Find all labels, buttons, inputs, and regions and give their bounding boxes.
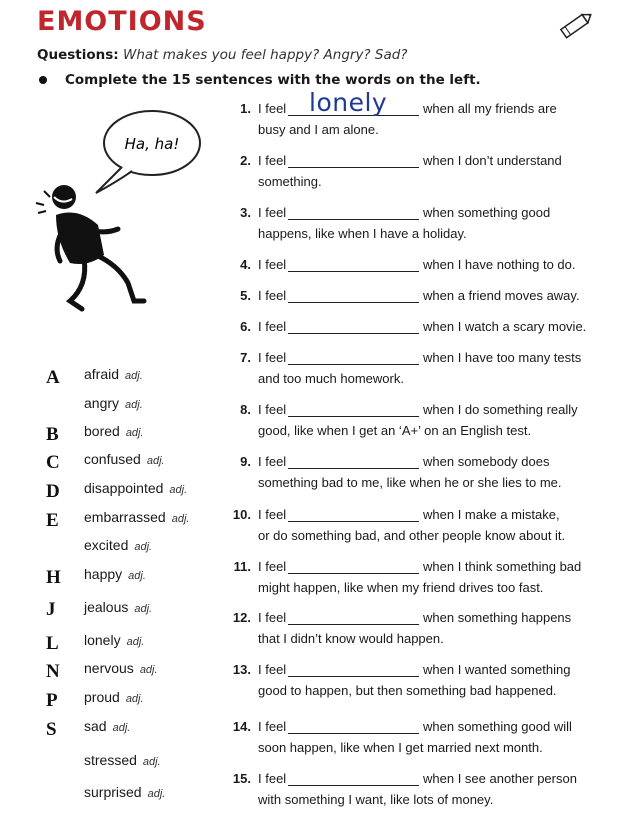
sentence-start: I feel — [258, 153, 287, 168]
word-bank-word: excited — [84, 537, 129, 553]
word-bank-item — [84, 752, 161, 768]
word-bank-pos: adj. — [126, 636, 145, 648]
sentence-number: 8. — [240, 402, 251, 417]
pencil-icon — [557, 10, 595, 40]
sentence-continuation: busy and I am alone. — [258, 122, 379, 137]
answer-blank[interactable] — [288, 219, 419, 220]
laughing-figure-illustration — [26, 105, 206, 325]
word-bank-pos: adj. — [134, 603, 153, 615]
sentence-number: 14. — [232, 719, 251, 734]
sentence-end: when all my friends are — [423, 101, 557, 116]
sentence-continuation: something. — [258, 174, 322, 189]
sentence-start: I feel — [258, 719, 287, 734]
sentence-end: when a friend moves away. — [423, 288, 580, 303]
word-bank-pos: adj. — [146, 455, 165, 467]
answer-blank[interactable] — [288, 521, 419, 522]
sentence-number: 1. — [240, 101, 251, 116]
word-bank-word: embarrassed — [84, 509, 166, 525]
sentence-end: when I wanted something — [423, 662, 571, 677]
word-bank-item — [84, 451, 165, 467]
word-bank-item — [84, 599, 152, 615]
instruction — [37, 72, 481, 88]
sentence-end: when something good will — [423, 719, 572, 734]
sentence-continuation: might happen, like when my friend drives too fast. — [258, 580, 544, 595]
sentence-start: I feel — [258, 101, 287, 116]
word-bank-item — [84, 423, 144, 439]
sentence-continuation: with something I want, like lots of money. — [258, 792, 494, 807]
answer-blank[interactable] — [288, 733, 419, 734]
answer-blank[interactable] — [288, 364, 419, 365]
sentence-continuation: or do something bad, and other people know about it. — [258, 528, 566, 543]
answer-blank[interactable] — [288, 573, 419, 574]
sentence-number: 15. — [232, 771, 251, 786]
sentence-number: 6. — [240, 319, 251, 334]
sentence-end: when I watch a scary movie. — [423, 319, 587, 334]
sentence-start: I feel — [258, 288, 287, 303]
sentence-start: I feel — [258, 257, 287, 272]
questions-label: Questions: — [37, 47, 119, 63]
questions-text: What makes you feel happy? Angry? Sad? — [122, 47, 408, 63]
answer-blank[interactable] — [288, 333, 419, 334]
word-bank-letter: N — [46, 661, 60, 682]
sentence-continuation: something bad to me, like when he or she lies to me. — [258, 475, 562, 490]
word-bank-word: happy — [84, 566, 123, 582]
word-bank-item — [84, 509, 189, 525]
sentence-end: when something good — [423, 205, 551, 220]
sentence-number: 13. — [232, 662, 251, 677]
sentence-number: 11. — [233, 559, 251, 574]
word-bank-word: disappointed — [84, 480, 164, 496]
sentence-continuation: soon happen, like when I get married next month. — [258, 740, 543, 755]
sentence-end: when I do something really — [423, 402, 578, 417]
sentence-start: I feel — [258, 662, 287, 677]
sentence-end: when something happens — [423, 610, 572, 625]
word-bank-item — [84, 366, 143, 382]
answer-blank[interactable] — [288, 468, 419, 469]
sentence-end: when I see another person — [423, 771, 577, 786]
sentence-number: 2. — [240, 153, 251, 168]
word-bank-pos: adj. — [169, 484, 188, 496]
sentence-start: I feel — [258, 205, 287, 220]
sentence-end: when I make a mistake, — [423, 507, 560, 522]
word-bank-item — [84, 537, 152, 553]
word-bank-word: stressed — [84, 752, 137, 768]
answer-blank[interactable] — [288, 624, 419, 625]
sentence-number: 12. — [232, 610, 251, 625]
sentence-continuation: and too much homework. — [258, 371, 404, 386]
word-bank-letter: C — [46, 452, 60, 473]
word-bank-pos: adj. — [139, 664, 158, 676]
word-bank-pos: adj. — [125, 693, 144, 705]
word-bank-word: bored — [84, 423, 120, 439]
sentence-start: I feel — [258, 350, 287, 365]
sentence-number: 7. — [240, 350, 251, 365]
word-bank-word: lonely — [84, 632, 121, 648]
sentence-end: when I have too many tests — [423, 350, 582, 365]
word-bank-word: nervous — [84, 660, 134, 676]
word-bank-word: proud — [84, 689, 120, 705]
sentence-start: I feel — [258, 559, 287, 574]
answer-blank[interactable] — [288, 785, 419, 786]
word-bank-word: sad — [84, 718, 107, 734]
word-bank-pos: adj. — [125, 399, 143, 411]
sentence-continuation: that I didn’t know would happen. — [258, 631, 444, 646]
word-bank-item — [84, 660, 158, 676]
answer-blank[interactable] — [288, 302, 419, 303]
bullet-icon — [39, 76, 47, 84]
sentence-continuation: good to happen, but then something bad happened. — [258, 683, 557, 698]
questions-line — [37, 47, 407, 63]
word-bank-word: confused — [84, 451, 141, 467]
instruction-text: Complete the 15 sentences with the words on the left. — [65, 72, 481, 88]
sentence-continuation: happens, like when I have a holiday. — [258, 226, 467, 241]
sentence-end: when I don’t understand — [423, 153, 562, 168]
word-bank-item — [84, 718, 130, 734]
word-bank-letter: H — [46, 567, 61, 588]
page-title: EMOTIONS — [37, 6, 207, 37]
sentence-end: when I think something bad — [423, 559, 582, 574]
sentence-start: I feel — [258, 319, 287, 334]
word-bank-word: afraid — [84, 366, 120, 382]
sentence-number: 3. — [240, 205, 251, 220]
word-bank-letter: S — [46, 719, 57, 740]
word-bank-letter: J — [46, 599, 56, 620]
speech-bubble-text: Ha, ha! — [124, 135, 180, 153]
sentence-start: I feel — [258, 610, 287, 625]
sentence-number: 5. — [240, 288, 251, 303]
word-bank-word: angry — [84, 395, 120, 411]
sentence-end: when I have nothing to do. — [423, 257, 576, 272]
sentence-start: I feel — [258, 771, 287, 786]
word-bank-letter: P — [46, 690, 58, 711]
word-bank-pos: adj. — [147, 788, 166, 800]
word-bank-pos: adj. — [125, 427, 144, 439]
word-bank-pos: adj. — [171, 513, 190, 525]
sentence-number: 10. — [232, 507, 251, 522]
sentence-number: 4. — [240, 257, 251, 272]
sentence-start: I feel — [258, 402, 287, 417]
word-bank-item — [84, 395, 143, 411]
word-bank-word: surprised — [84, 784, 142, 800]
answer-blank[interactable] — [288, 167, 419, 168]
answer-blank[interactable] — [288, 416, 419, 417]
word-bank-pos: adj. — [134, 541, 153, 553]
sentence-continuation: good, like when I get an ‘A+’ on an English test. — [258, 423, 532, 438]
word-bank-pos: adj. — [125, 370, 143, 382]
sentence-end: when somebody does — [423, 454, 550, 469]
word-bank-item — [84, 632, 144, 648]
word-bank-letter: A — [46, 367, 60, 388]
word-bank-letter: B — [46, 424, 59, 445]
sentence-number: 9. — [240, 454, 251, 469]
handwritten-answer: lonely — [309, 88, 388, 117]
word-bank-pos: adj. — [142, 756, 161, 768]
word-bank-letter: L — [46, 633, 59, 654]
word-bank-pos: adj. — [112, 722, 131, 734]
word-bank-item — [84, 480, 187, 496]
word-bank-letter: E — [46, 510, 59, 531]
word-bank-item — [84, 689, 144, 705]
word-bank-word: jealous — [84, 599, 129, 615]
answer-blank[interactable] — [288, 271, 419, 272]
sentence-start: I feel — [258, 454, 287, 469]
sentence-start: I feel — [258, 507, 287, 522]
word-bank-item — [84, 566, 146, 582]
answer-blank[interactable] — [288, 676, 419, 677]
word-bank-item — [84, 784, 165, 800]
word-bank-pos: adj. — [128, 570, 146, 582]
word-bank-letter: D — [46, 481, 60, 502]
